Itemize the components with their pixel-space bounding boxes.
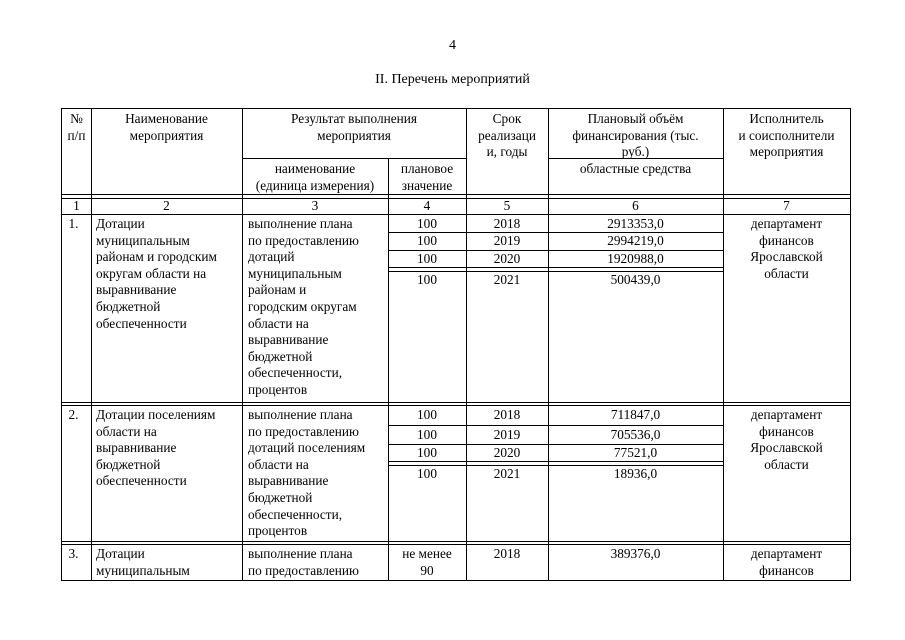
table-bottom-border — [61, 580, 850, 581]
section-title: II. Перечень мероприятий — [375, 72, 530, 87]
funding-amount: 2994219,0 — [607, 233, 664, 248]
row2-bottom-border — [61, 541, 850, 542]
col-number: 6 — [632, 198, 639, 213]
col-number: 7 — [783, 198, 790, 213]
funding-amount: 500439,0 — [610, 272, 661, 287]
funding-amount: 2913353,0 — [607, 216, 664, 231]
row-number: 3. — [68, 546, 79, 561]
year: 2018 — [493, 407, 521, 422]
col-border — [850, 108, 851, 581]
year: 2018 — [493, 546, 521, 561]
funding-amount: 711847,0 — [610, 407, 661, 422]
year: 2019 — [493, 427, 521, 442]
executor: департамент финансов Ярославской области — [750, 407, 823, 472]
activity-name: Дотации муниципальным — [96, 546, 190, 578]
row3-top-border — [61, 544, 850, 545]
page-number: 4 — [449, 38, 456, 53]
activity-name: Дотации муниципальным районам и городским округам области на выравнивание бюджетной обеспеченности — [96, 216, 217, 331]
row-number: 1. — [68, 216, 79, 231]
planned-value: не менее 90 — [402, 546, 452, 578]
activity-name: Дотации поселениям области на выравнивание бюджетной обеспеченности — [96, 407, 216, 489]
planned-value: 100 — [417, 216, 437, 231]
col-border — [723, 108, 724, 581]
year: 2020 — [493, 445, 521, 460]
header-subdivider-3 — [242, 158, 466, 159]
year: 2021 — [493, 272, 521, 287]
col-border — [91, 108, 92, 581]
col-border — [466, 108, 467, 581]
header-number: № п/п — [67, 111, 86, 143]
result-name: выполнение плана по предоставлению дотаций поселениям области на выравнивание бюджетной обеспеченности, процентов — [248, 407, 366, 539]
planned-value: 100 — [417, 233, 437, 248]
header-result: Результат выполнения мероприятия — [291, 111, 417, 143]
planned-value: 100 — [417, 427, 437, 442]
header-term: Срок реализаци и, годы — [478, 111, 536, 160]
col-number: 1 — [73, 198, 80, 213]
row1-bottom-border — [61, 402, 850, 403]
row2-sub-line — [388, 425, 723, 426]
col-border — [61, 108, 62, 581]
col-number: 4 — [423, 198, 431, 213]
header-activity-name: Наименование мероприятия — [125, 111, 208, 143]
header-result-name: наименование (единица измерения) — [255, 161, 375, 193]
planned-value: 100 — [417, 272, 437, 287]
col-number: 5 — [503, 198, 511, 213]
executor: департамент финансов Ярославской области — [750, 216, 823, 281]
funding-amount: 1920988,0 — [607, 251, 664, 266]
planned-value: 100 — [417, 466, 437, 481]
row-number: 2. — [68, 407, 79, 422]
col-border — [548, 108, 549, 581]
header-funding: Плановый объём финансирования (тыс. руб.) — [572, 111, 699, 160]
row2-top-border — [61, 405, 850, 406]
funding-amount: 705536,0 — [610, 427, 661, 442]
planned-value: 100 — [417, 445, 437, 460]
header-executor: Исполнитель и соисполнители мероприятия — [738, 111, 835, 160]
funding-amount: 389376,0 — [610, 546, 661, 561]
header-funding-regional: областные средства — [579, 161, 692, 176]
year: 2018 — [493, 216, 521, 231]
funding-amount: 18936,0 — [613, 466, 658, 481]
year: 2021 — [493, 466, 521, 481]
result-name: выполнение плана по предоставлению — [248, 546, 359, 578]
funding-amount: 77521,0 — [613, 445, 658, 460]
planned-value: 100 — [417, 251, 437, 266]
planned-value: 100 — [417, 407, 437, 422]
header-result-planned: плановое значение — [400, 161, 454, 193]
col-number: 2 — [163, 198, 170, 213]
year: 2020 — [493, 251, 521, 266]
executor: департамент финансов — [750, 546, 823, 578]
year: 2019 — [493, 233, 521, 248]
result-name: выполнение плана по предоставлению дотаций муниципальным районам и городским округам области на выравнивание бюджетной обеспеченности, процентов — [248, 216, 359, 397]
col-number: 3 — [311, 198, 319, 213]
table-top-border — [61, 108, 850, 109]
